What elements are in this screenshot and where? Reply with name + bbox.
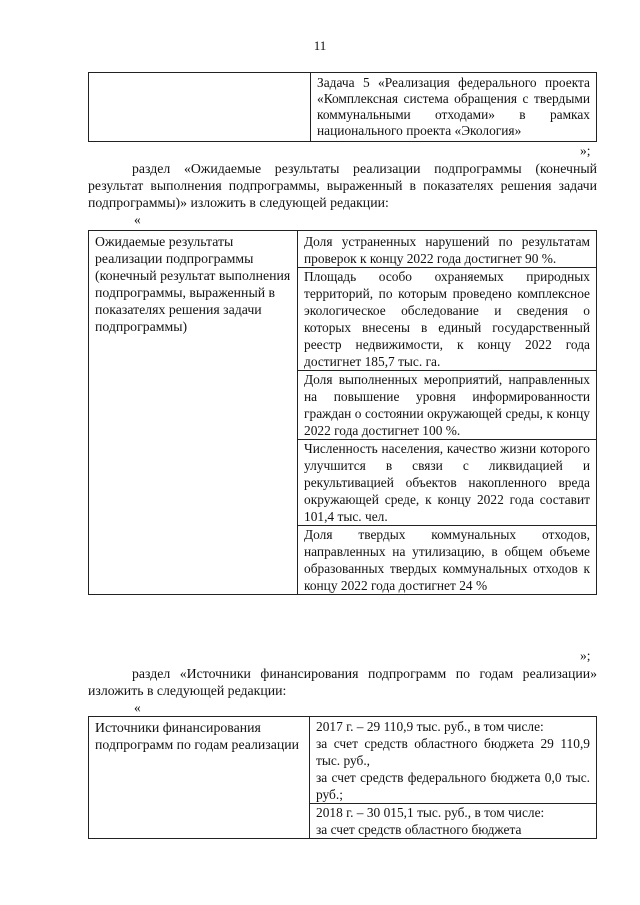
result-item: Площадь особо охраняемых природных территорий, по которым проведено комплексное экологическое обследование и сведения о которых внесены в единый государственный реестр недвижимости, к концу 2022 года достигнет 185,7 тыс. га.: [298, 267, 596, 370]
task-table-left-cell: [89, 73, 311, 142]
instruction-paragraph-1: раздел «Ожидаемые результаты реализации подпрограммы (конечный результат выполнения подпрограммы, выраженный в показателях решения задачи подпрограммы)» изложить в следующей редакции:: [88, 161, 597, 210]
financing-table: [88, 716, 597, 839]
expected-results-table: [88, 230, 597, 595]
instruction-paragraph-2: раздел «Источники финансирования подпрограмм по годам реализации» изложить в следующей редакции:: [88, 666, 597, 698]
expected-results-values: [298, 231, 597, 595]
task-5-description: Задача 5 «Реализация федерального проекта «Комплексная система обращения с твердыми коммунальными отходами» в рамках национального проекта «Экология»: [311, 73, 597, 142]
opening-quote-2: «: [134, 700, 141, 715]
financing-line: 2018 г. – 30 015,1 тыс. руб., в том числе:: [310, 803, 596, 821]
result-item: Доля выполненных мероприятий, направленных на повышение уровня информированности граждан о состоянии окружающей среды, к концу 2022 года достигнет 100 %.: [298, 370, 596, 439]
financing-line: 2017 г. – 29 110,9 тыс. руб., в том числе:: [316, 719, 544, 734]
financing-line: за счет средств областного бюджета 29 110,9 тыс. руб.,: [316, 736, 590, 768]
result-item: Доля устраненных нарушений по результатам проверок к концу 2022 года достигнет 90 %.: [304, 234, 590, 266]
result-item: Доля твердых коммунальных отходов, направленных на утилизацию, в общем объеме образованных твердых коммунальных отходов к концу 2022 года достигнет 24 %: [298, 525, 596, 594]
task-table: [88, 72, 597, 142]
page-number: 11: [313, 38, 327, 53]
expected-results-label: Ожидаемые результаты реализации подпрограммы (конечный результат выполнения подпрограммы, выраженный в показателях решения задачи подпрограммы): [89, 231, 298, 595]
financing-values: [310, 717, 597, 839]
opening-quote-1: «: [134, 212, 141, 227]
closing-quote-1: »;: [580, 143, 591, 158]
result-item: Численность населения, качество жизни которого улучшится в связи с ликвидацией и рекультивацией объектов накопленного вреда окружающей среде, к концу 2022 года составит 101,4 тыс. чел.: [298, 439, 596, 525]
closing-quote-2: »;: [580, 648, 591, 663]
financing-line: за счет средств федерального бюджета 0,0 тыс. руб.;: [316, 770, 590, 802]
financing-line: за счет средств областного бюджета: [316, 822, 522, 837]
financing-label: Источники финансирования подпрограмм по годам реализации: [89, 717, 310, 839]
